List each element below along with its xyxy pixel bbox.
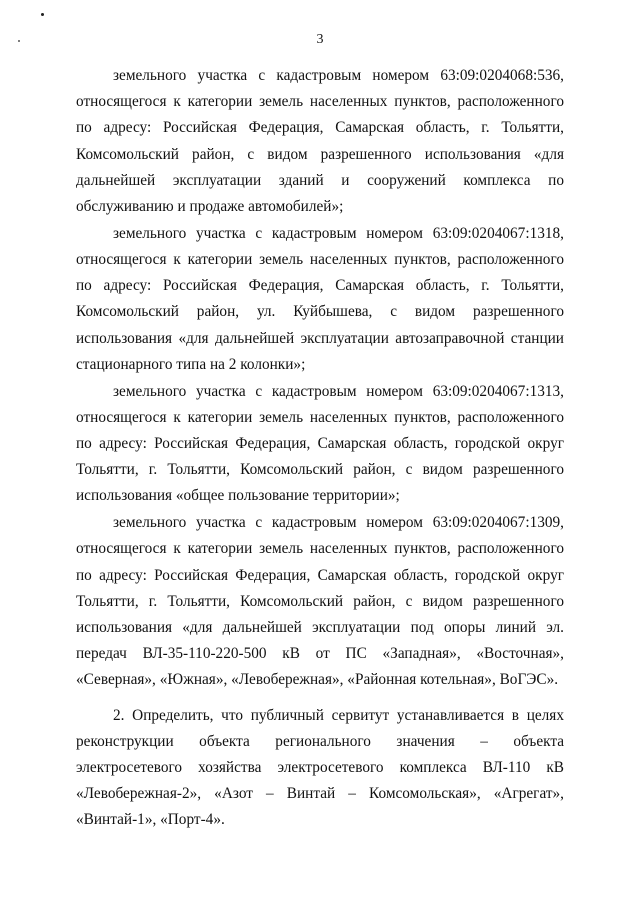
scan-speck bbox=[41, 13, 44, 16]
paragraph-land-plot-1313: земельного участка с кадастровым номером 63:09:0204067:1313, относящегося к категории земель населенных пунктов, расположенного по адресу: Российская Федерация, Самарская область, городской округ Тольятти, г. Тольятти, Комсомольский район, с видом разрешенного использования «общее пользование территории»; bbox=[76, 382, 564, 505]
page-number: 3 bbox=[316, 32, 324, 47]
paragraph-land-plot-1309: земельного участка с кадастровым номером 63:09:0204067:1309, относящегося к категории земель населенных пунктов, расположенного по адресу: Российская Федерация, Самарская область, городской округ Тольятти, г. Тольятти, Комсомольский район, с видом разрешенного использования «для дальнейшей эксплуатации под опоры линий эл. передач ВЛ-35-110-220-500 кВ от ПС «Западная», «Восточная», «Северная», «Южная», «Левобережная», «Районная котельная», ВоГЭС». bbox=[76, 514, 564, 689]
document-body bbox=[76, 63, 564, 834]
paragraph-land-plot-536: земельного участка с кадастровым номером 63:09:0204068:536, относящегося к категории земель населенных пунктов, расположенного по адресу: Российская Федерация, Самарская область, г. Тольятти, Комсомольский район, с видом разрешенного использования «для дальнейшей эксплуатации зданий и сооружений комплекса по обслуживанию и продаже автомобилей»; bbox=[76, 67, 564, 216]
paragraph-item-2: 2. Определить, что публичный сервитут устанавливается в целях реконструкции объекта регионального значения – объекта электросетевого хозяйства электросетевого комплекса ВЛ-110 кВ «Левобережная-2», «Азот – Винтай – Комсомольская», «Агрегат», «Винтай-1», «Порт-4». bbox=[76, 706, 564, 829]
paragraph-land-plot-1318: земельного участка с кадастровым номером 63:09:0204067:1318, относящегося к категории земель населенных пунктов, расположенного по адресу: Российская Федерация, Самарская область, г. Тольятти, Комсомольский район, ул. Куйбышева, с видом разрешенного использования «для дальнейшей эксплуатации автозаправочной станции стационарного типа на 2 колонки»; bbox=[76, 224, 564, 373]
